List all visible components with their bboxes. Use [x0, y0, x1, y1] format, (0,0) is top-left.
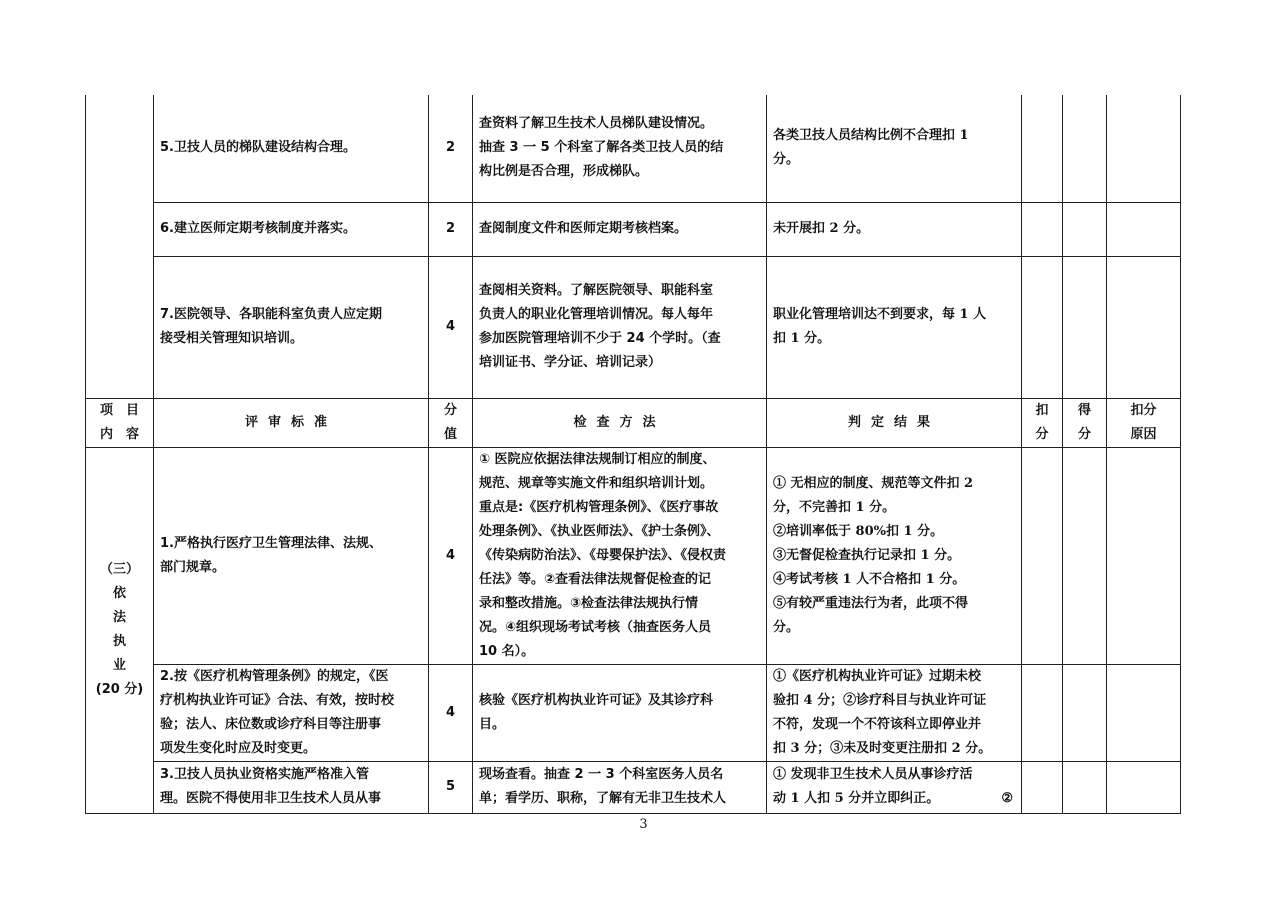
- method-cell: [473, 256, 767, 398]
- table-row: [86, 256, 1181, 398]
- score-text: 2: [445, 140, 456, 156]
- table-header-row: [86, 398, 1181, 447]
- reason-cell: [1107, 664, 1181, 761]
- header-standard-text: 评审标准: [244, 414, 337, 430]
- result-text: ① 无相应的制度、规范等文件扣 2 分，不完善扣 1 分。 ②培训率低于 80%扣 1 分。 ③无督促检查执行记录扣 1 分。 ④考试考核 1 人不合格扣 1 分。 ⑤有较严重违法行为者，此项不得 分。: [773, 475, 974, 635]
- header-project: [86, 398, 154, 447]
- header-method: [473, 398, 767, 447]
- score-text: 5: [445, 779, 456, 794]
- result-cell: [767, 664, 1022, 761]
- result-cell: [767, 95, 1022, 202]
- category-cell: [86, 447, 154, 813]
- standard-cell: [154, 761, 429, 813]
- standard-text: 7.医院领导、各职能科室负责人应定期 接受相关管理知识培训。: [160, 307, 382, 346]
- header-reason-text: 扣分 原因: [1130, 402, 1157, 442]
- method-cell: [473, 761, 767, 813]
- standard-cell: [154, 447, 429, 664]
- table-row: [86, 447, 1181, 664]
- page-number: 3: [639, 817, 648, 832]
- result-tail-text: ②: [1001, 790, 1013, 806]
- score-cell: [429, 95, 473, 202]
- deduct-cell: [1022, 447, 1063, 664]
- header-deduct: [1022, 398, 1063, 447]
- reason-cell: [1107, 95, 1181, 202]
- header-deduct-text: 扣 分: [1035, 402, 1049, 442]
- result-cell: [767, 256, 1022, 398]
- got-cell: [1063, 95, 1107, 202]
- standard-text: 1.严格执行医疗卫生管理法律、法规、 部门规章。: [160, 535, 382, 575]
- score-text: 4: [445, 547, 456, 563]
- category-label: （三） 依 法 执 业 (20 分): [95, 562, 144, 697]
- got-cell: [1063, 447, 1107, 664]
- reason-cell: [1107, 761, 1181, 813]
- standard-text: 3.卫技人员执业资格实施严格准入管 理。医院不得使用非卫生技术人员从事: [160, 767, 382, 806]
- deduct-cell: [1022, 95, 1063, 202]
- score-cell: [429, 202, 473, 256]
- score-cell: [429, 447, 473, 664]
- standard-text: 5.卫技人员的梯队建设结构合理。: [160, 140, 356, 156]
- score-cell: [429, 664, 473, 761]
- standard-cell: [154, 95, 429, 202]
- score-text: 4: [445, 704, 456, 720]
- header-got: [1063, 398, 1107, 447]
- evaluation-table: [85, 95, 1181, 814]
- method-cell: [473, 664, 767, 761]
- reason-cell: [1107, 447, 1181, 664]
- standard-text: 2.按《医疗机构管理条例》的规定，《医 疗机构执业许可证》合法、有效，按时校 验；法人、床位数或诊疗科目等注册事 项发生变化时应及时变更。: [160, 668, 395, 756]
- header-result-text: 判定结果: [847, 414, 940, 430]
- reason-cell: [1107, 202, 1181, 256]
- got-cell: [1063, 256, 1107, 398]
- table-row: [86, 664, 1181, 761]
- method-text: ① 医院应依据法律法规制订相应的制度、 规范、规章等实施文件和组织培训计划。 重点是:《医疗机构管理条例》、《医疗事故 处理条例》、《执业医师法》、《护士条例》、 《传染病防治法》、《母婴保护法》、《侵权责 任法》等。②查看法律法规督促检查的记 录和整改措施。③检查法律法规执行情 况。④组织现场考试考核（抽查医务人员 10 名）。: [479, 451, 727, 659]
- deduct-cell: [1022, 664, 1063, 761]
- category-cell-continued: [86, 95, 154, 398]
- result-text: ①《医疗机构执业许可证》过期未校 验扣 4 分；②诊疗科目与执业许可证 不符，发现一个不符该科立即停业并 扣 3 分；③未及时变更注册扣 2 分。: [773, 668, 992, 756]
- header-method-text: 检查方法: [573, 414, 666, 430]
- method-text: 核验《医疗机构执业许可证》及其诊疗科 目。: [479, 692, 714, 732]
- standard-cell: [154, 664, 429, 761]
- got-cell: [1063, 202, 1107, 256]
- table-row: [86, 95, 1181, 202]
- header-reason: [1107, 398, 1181, 447]
- header-score: [429, 398, 473, 447]
- got-cell: [1063, 761, 1107, 813]
- header-result: [767, 398, 1022, 447]
- header-standard: [154, 398, 429, 447]
- method-text: 查阅制度文件和医师定期考核档案。: [479, 221, 688, 236]
- standard-text: 6.建立医师定期考核制度并落实。: [160, 221, 356, 236]
- standard-cell: [154, 256, 429, 398]
- result-cell: [767, 761, 1022, 813]
- deduct-cell: [1022, 761, 1063, 813]
- method-cell: [473, 202, 767, 256]
- score-cell: [429, 256, 473, 398]
- reason-cell: [1107, 256, 1181, 398]
- got-cell: [1063, 664, 1107, 761]
- standard-cell: [154, 202, 429, 256]
- method-text: 查资料了解卫生技术人员梯队建设情况。 抽查 3 一 5 个科室了解各类卫技人员的结 构比例是否合理，形成梯队。: [479, 116, 724, 180]
- header-got-text: 得 分: [1077, 402, 1091, 442]
- result-text: 未开展扣 2 分。: [773, 221, 870, 236]
- result-cell: [767, 202, 1022, 256]
- result-text: ① 发现非卫生技术人员从事诊疗活 动 1 人扣 5 分并立即纠正。: [773, 767, 973, 806]
- method-text: 查阅相关资料。了解医院领导、职能科室 负责人的职业化管理培训情况。每人每年 参加医院管理培训不少于 24 个学时。（查 培训证书、学分证、培训记录）: [479, 283, 721, 370]
- score-text: 2: [445, 221, 456, 236]
- result-cell: [767, 447, 1022, 664]
- score-text: 4: [445, 319, 456, 334]
- score-cell: [429, 761, 473, 813]
- result-text: 各类卫技人员结构比例不合理扣 1 分。: [773, 128, 969, 168]
- method-cell: [473, 95, 767, 202]
- table-row: [86, 202, 1181, 256]
- result-text: 职业化管理培训达不到要求，每 1 人 扣 1 分。: [773, 307, 987, 346]
- deduct-cell: [1022, 202, 1063, 256]
- method-text: 现场查看。抽查 2 一 3 个科室医务人员名 单；看学历、职称，了解有无非卫生技术人: [479, 767, 727, 806]
- deduct-cell: [1022, 256, 1063, 398]
- header-project-text: 项 目 内 容: [99, 402, 139, 442]
- header-score-text: 分 值: [443, 402, 457, 442]
- method-cell: [473, 447, 767, 664]
- table-row: [86, 761, 1181, 813]
